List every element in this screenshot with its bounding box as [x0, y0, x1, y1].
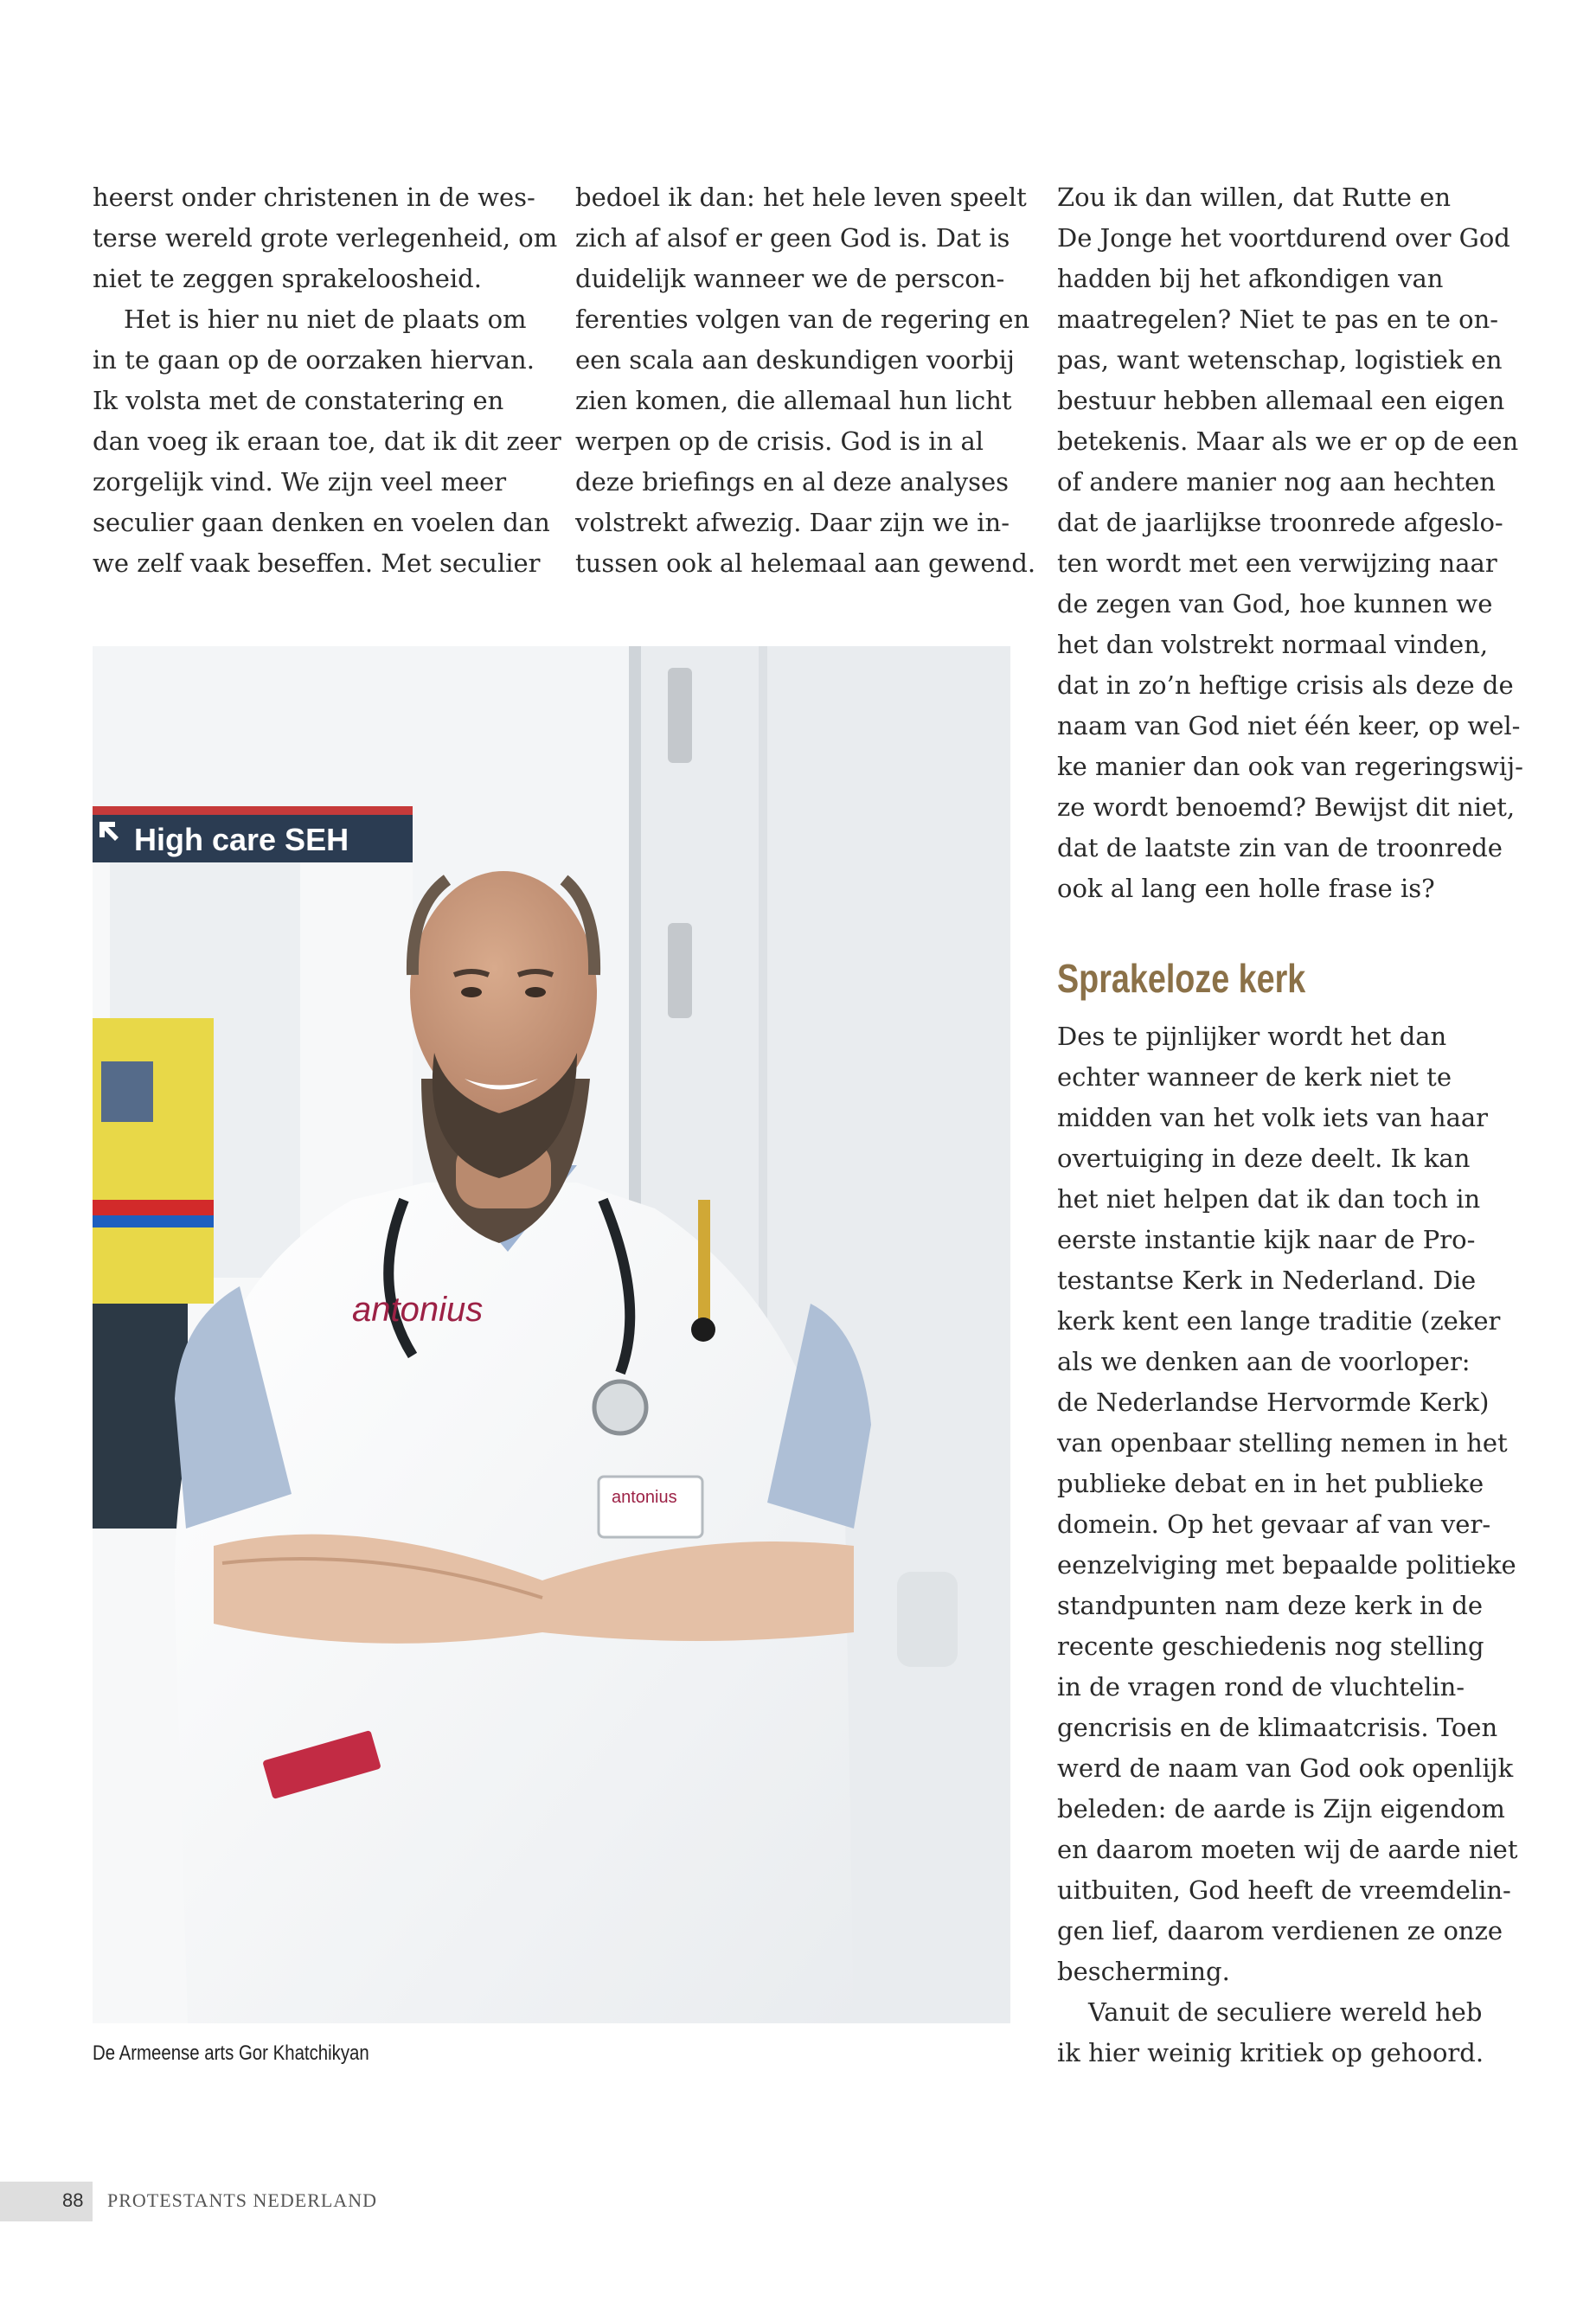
text-line: en daarom moeten wij de aarde niet — [1057, 1835, 1518, 1864]
text-line: pas, want wetenschap, logistiek en — [1057, 345, 1503, 375]
text-line: zien komen, die allemaal hun licht — [575, 386, 1012, 415]
text-line: betekenis. Maar als we er op de een — [1057, 426, 1519, 456]
text-line: bedoel ik dan: het hele leven speelt — [575, 183, 1027, 212]
text-line: overtuiging in deze deelt. Ik kan — [1057, 1144, 1471, 1173]
text-line: heerst onder christenen in de wes- — [93, 183, 535, 212]
ambulance — [93, 1018, 214, 1304]
article-column-left — [93, 177, 560, 584]
door-hinge — [668, 668, 692, 763]
badge-logo: antonius — [612, 1488, 677, 1507]
text-line: kerk kent een lange traditie (zeker — [1057, 1306, 1501, 1336]
text-line: niet te zeggen sprakeloosheid. — [93, 264, 482, 293]
text-line: van openbaar stelling nemen in het — [1057, 1428, 1508, 1458]
text-line: als we denken aan de voorloper: — [1057, 1347, 1471, 1376]
text-line: eenzelviging met bepaalde politieke — [1057, 1550, 1516, 1580]
text-line: in te gaan op de oorzaken hiervan. — [93, 345, 535, 375]
text-line: domein. Op het gevaar af van ver- — [1057, 1509, 1491, 1539]
text-line: dat de jaarlijkse troonrede afgeslo- — [1057, 508, 1503, 537]
text-line: deze briefings en al deze analyses — [575, 467, 1010, 497]
text-line: publieke debat en in het publieke — [1057, 1469, 1484, 1498]
text-line: echter wanneer de kerk niet te — [1057, 1062, 1452, 1092]
text-line: ten wordt met een verwijzing naar — [1057, 548, 1497, 578]
text-line: midden van het volk iets van haar — [1057, 1103, 1489, 1132]
text-line: bescherming. — [1057, 1957, 1230, 1986]
paragraph-3 — [575, 177, 1036, 584]
text-line: testantse Kerk in Nederland. Die — [1057, 1266, 1477, 1295]
text-line: terse wereld grote verlegenheid, om — [93, 223, 558, 253]
text-line: hadden bij het afkondigen van — [1057, 264, 1444, 293]
text-line: dat de laatste zin van de troonrede — [1057, 833, 1503, 862]
page-number: 88 — [62, 2189, 84, 2211]
text-line: uitbuiten, God heeft de vreemdelin- — [1057, 1875, 1511, 1905]
text-line: recente geschiedenis nog stelling — [1057, 1631, 1484, 1661]
paragraph-6 — [1057, 1992, 1507, 2073]
text-line: Des te pijnlijker wordt het dan — [1057, 1022, 1447, 1051]
photo-caption: De Armeense arts Gor Khatchikyan — [93, 2041, 369, 2065]
article-column-middle — [575, 177, 1036, 584]
text-line: zich af alsof er geen God is. Dat is — [575, 223, 1010, 253]
text-line: ik hier weinig kritiek op gehoord. — [1057, 2038, 1484, 2067]
text-line: Zou ik dan willen, dat Rutte en — [1057, 183, 1452, 212]
text-line: zorgelijk vind. We zijn veel meer — [93, 467, 507, 497]
text-line: of andere manier nog aan hechten — [1057, 467, 1496, 497]
paragraph-2 — [93, 299, 560, 584]
text-line: De Jonge het voortdurend over God — [1057, 223, 1510, 253]
coat-logo: antonius — [352, 1291, 484, 1329]
paragraph-1 — [93, 177, 560, 299]
article-column-right — [1057, 177, 1523, 2073]
text-line: ze wordt benoemd? Bewijst dit niet, — [1057, 792, 1516, 822]
text-line: het dan volstrekt normaal vinden, — [1057, 630, 1489, 659]
text-line: in de vragen rond de vluchtelin- — [1057, 1672, 1465, 1702]
text-line: Het is hier nu niet de plaats om — [124, 304, 527, 334]
text-line: ke manier dan ook van regeringswij- — [1057, 752, 1523, 781]
section-heading: Sprakeloze kerk — [1057, 956, 1306, 1001]
text-line: volstrekt afwezig. Daar zijn we in- — [575, 508, 1010, 537]
text-line: Ik volsta met de constatering en — [93, 386, 504, 415]
text-line: een scala aan deskundigen voorbij — [575, 345, 1015, 375]
text-line: seculier gaan denken en voelen dan — [93, 508, 550, 537]
text-line: beleden: de aarde is Zijn eigendom — [1057, 1794, 1505, 1823]
text-line: ook al lang een holle frase is? — [1057, 874, 1435, 903]
paragraph-4 — [1057, 177, 1523, 909]
text-line: dat in zo’n heftige crisis als deze de — [1057, 670, 1514, 700]
text-line: gencrisis en de klimaatcrisis. Toen — [1057, 1713, 1498, 1742]
text-line: dan voeg ik eraan toe, dat ik dit zeer — [93, 426, 561, 456]
doctor-photo — [93, 646, 1010, 2023]
text-line: standpunten nam deze kerk in de — [1057, 1591, 1484, 1620]
sign-text: High care SEH — [134, 822, 349, 857]
text-line: tussen ook al helemaal aan gewend. — [575, 548, 1036, 578]
text-line: gen lief, daarom verdienen ze onze — [1057, 1916, 1503, 1945]
text-line: het niet helpen dat ik dan toch in — [1057, 1184, 1481, 1214]
paragraph-5 — [1057, 1016, 1518, 1992]
doctor-photo-illustration — [93, 646, 1010, 2023]
door-hinge — [668, 923, 692, 1018]
text-line: naam van God niet één keer, op wel- — [1057, 711, 1521, 740]
text-line: ferenties volgen van de regering en — [575, 304, 1030, 334]
corridor-window — [93, 1304, 188, 1529]
text-line: eerste instantie kijk naar de Pro- — [1057, 1225, 1476, 1254]
text-line: werpen op de crisis. God is in al — [575, 426, 984, 456]
text-line: duidelijk wanneer we de perscon- — [575, 264, 1005, 293]
text-line: we zelf vaak beseffen. Met seculier — [93, 548, 541, 578]
text-line: bestuur hebben allemaal een eigen — [1057, 386, 1505, 415]
text-line: werd de naam van God ook openlijk — [1057, 1753, 1514, 1783]
text-line: de zegen van God, hoe kunnen we — [1057, 589, 1493, 619]
text-line: de Nederlandse Hervormde Kerk) — [1057, 1388, 1490, 1417]
magazine-name: PROTESTANTS NEDERLAND — [107, 2189, 377, 2211]
text-line: Vanuit de seculiere wereld heb — [1088, 1997, 1483, 2027]
text-line: maatregelen? Niet te pas en te on- — [1057, 304, 1499, 334]
id-badge — [599, 1477, 702, 1537]
